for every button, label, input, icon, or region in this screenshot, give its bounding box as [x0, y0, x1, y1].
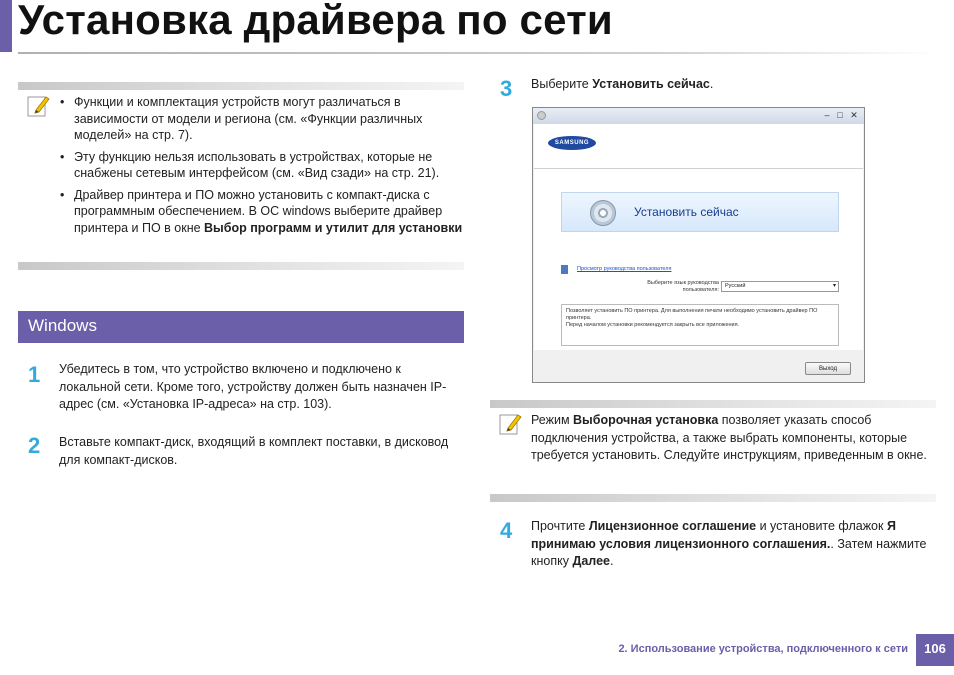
page-heading: Установка драйвера по сети: [18, 0, 613, 43]
step-text-4: Прочтите Лицензионное соглашение и установите флажок Я принимаю условия лицензионного соглашения.. Затем нажмите кнопку Далее.: [531, 519, 927, 568]
installer-titlebar: [533, 108, 864, 124]
maximize-icon[interactable]: □: [837, 110, 843, 120]
install-now-label: Установить сейчас: [634, 205, 739, 219]
note-item: • Эту функцию нельзя использовать в устройствах, которые не снабжены сетевым интерфейсом (см. «Вид сзади» на стр. 21).: [58, 149, 463, 182]
note-item: • Драйвер принтера и ПО можно установить с компакт-диска с программным обеспечением. В ОС windows выберите драйвер принтера и ПО в окне Выбор программ и утилит для установки: [58, 187, 463, 237]
description-line-1: Позволяет установить ПО принтера. Для выполнения печати необходимо установить драйвер ПО принтера.: [566, 308, 818, 321]
note-item: • Функции и комплектация устройств могут различаться в зависимости от модели и региона (см. «Функции различных моделей» на стр. 7).: [58, 94, 463, 144]
note-top-bar: [18, 82, 464, 90]
note-top-bar: [490, 400, 936, 408]
section-header-windows: [18, 311, 464, 343]
close-icon[interactable]: ✕: [850, 110, 858, 120]
note-pencil-icon: [498, 412, 522, 436]
guide-icon: [561, 265, 568, 274]
step-text-3: Выберите Установить сейчас.: [531, 77, 714, 91]
samsung-logo: SAMSUNG: [548, 136, 596, 150]
language-select[interactable]: [721, 281, 839, 292]
footer-chapter: 2. Использование устройства, подключенного к сети: [618, 643, 908, 655]
minimize-icon[interactable]: –: [824, 110, 830, 120]
note-bottom-bar: [490, 494, 936, 502]
title-accent-bar: [0, 0, 12, 52]
note-bottom-bar: [18, 262, 464, 270]
step-number-1: 1: [28, 362, 41, 387]
installer-header: [534, 124, 863, 169]
description-box: [561, 304, 839, 346]
step-number-3: 3: [500, 76, 513, 101]
chevron-down-icon: ▾: [832, 283, 836, 289]
section-label: Windows: [28, 316, 97, 335]
title-rule: [18, 52, 938, 54]
app-icon: [537, 111, 546, 120]
step-number-2: 2: [28, 433, 41, 458]
note-list: [58, 94, 463, 241]
install-now-button[interactable]: [561, 192, 839, 232]
step-text-1: Убедитесь в том, что устройство включено и подключено к локальной сети. Кроме того, устройству должен быть назначен IP-адрес (см. «Установка IP-адреса» на стр. 103).: [59, 362, 447, 411]
note-box-2: [490, 400, 936, 502]
step-number-4: 4: [500, 518, 513, 543]
page-title: [0, 0, 954, 54]
language-value: Русский: [725, 283, 746, 289]
user-guide-link[interactable]: Просмотр руководства пользователя: [577, 266, 672, 272]
exit-button[interactable]: Выход: [805, 362, 851, 375]
note-box-1: [18, 82, 464, 270]
language-label: Выберите язык руководства пользователя:: [647, 280, 719, 293]
note-pencil-icon: [26, 94, 50, 118]
note-2-text: Режим Выборочная установка позволяет указать способ подключения устройства, а также выбрать компоненты, которые требуется установить. Следуйте инструкциям, приведенным в окне.: [531, 413, 927, 462]
installer-window: [532, 107, 865, 383]
cd-icon: [590, 200, 616, 226]
page-number: 106: [916, 634, 954, 666]
step-text-2: Вставьте компакт-диск, входящий в комплект поставки, в дисковод для компакт-дисков.: [59, 435, 449, 467]
description-line-2: Перед началом установки рекомендуется закрыть все приложения.: [566, 322, 740, 328]
